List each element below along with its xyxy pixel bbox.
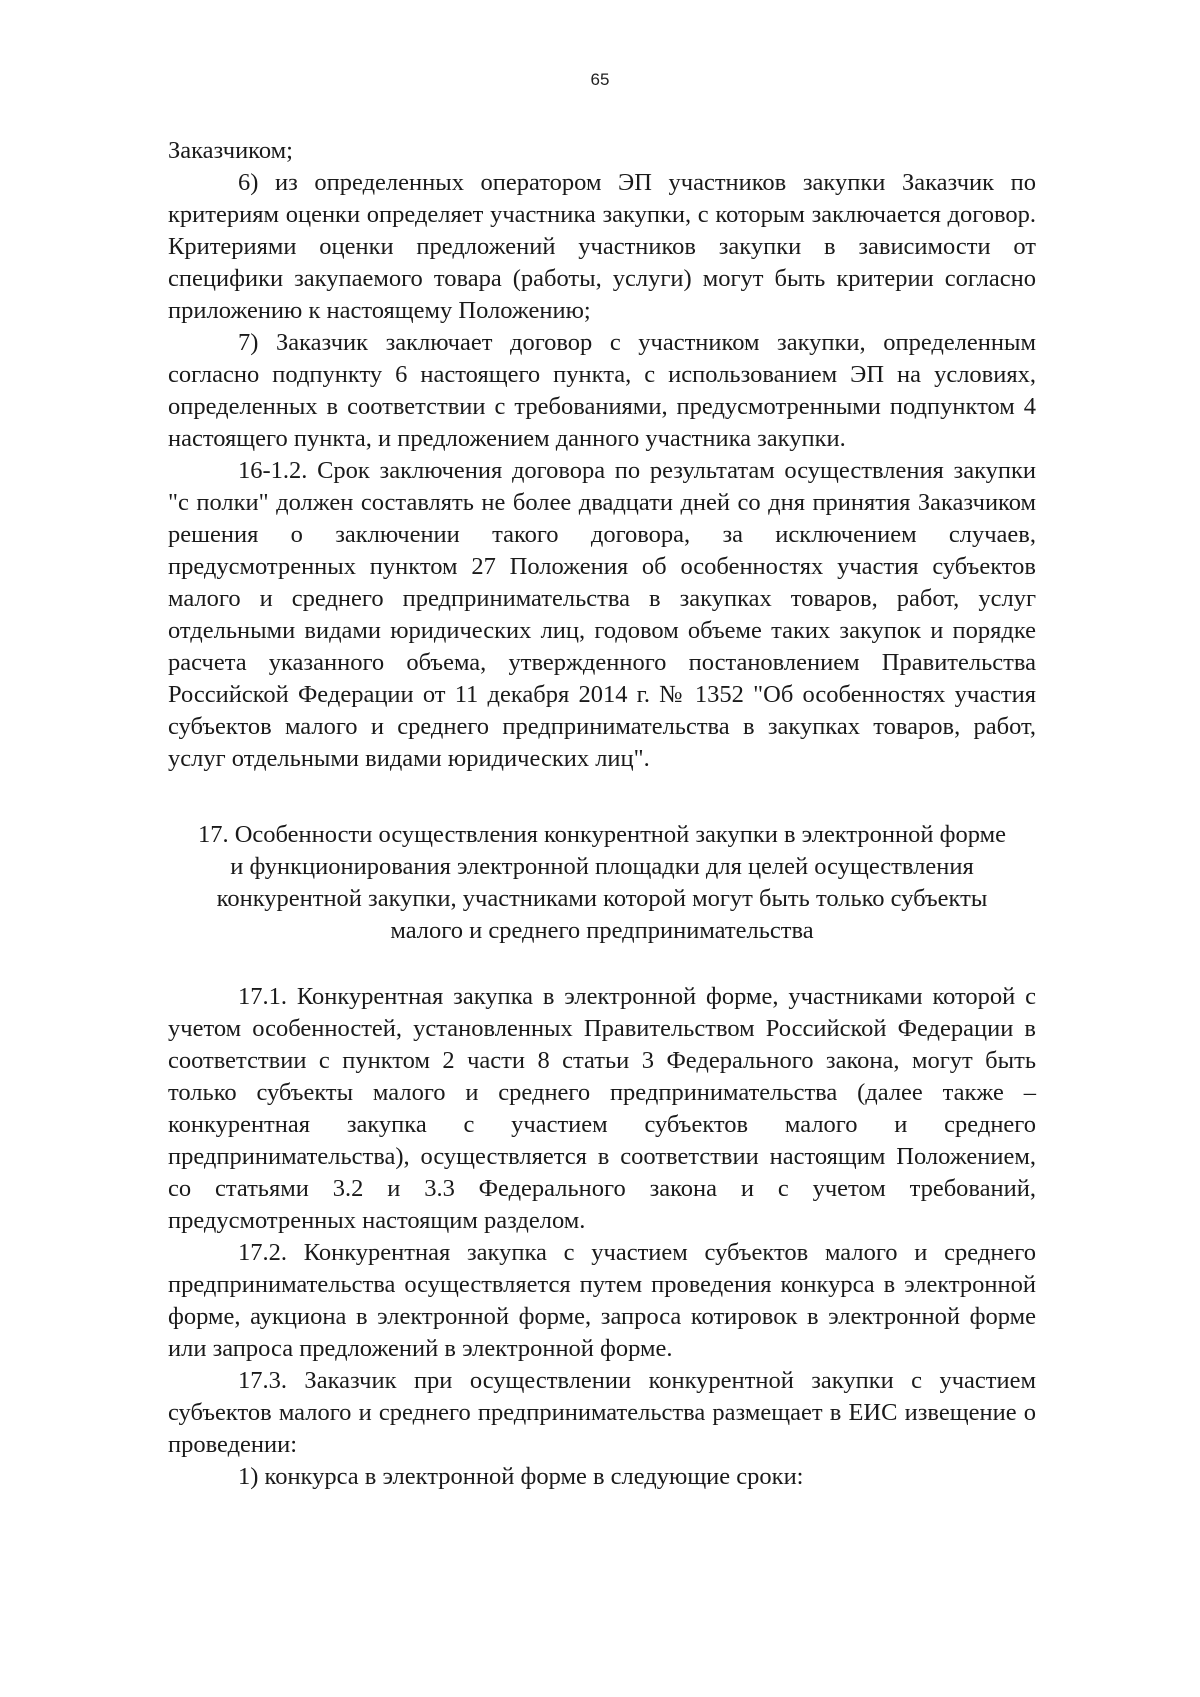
- page-number: 65: [590, 70, 610, 89]
- section-heading-line: малого и среднего предпринимательства: [390, 917, 814, 944]
- section-heading-line: конкурентной закупки, участниками которой могут быть только субъекты: [216, 885, 988, 912]
- section-heading-line: 17. Особенности осуществления конкурентной закупки в электронной форме: [197, 821, 1007, 848]
- section-heading: [168, 819, 1036, 947]
- paragraph: 7) Заказчик заключает договор с участником закупки, определенным согласно подпункту 6 настоящего пункта, с использованием ЭП на условиях, определенных в соответствии с требованиями, предусмотренными подпунктом 4 настоящего пункта, и предложением данного участника закупки.: [168, 329, 1036, 452]
- paragraph: 17.1. Конкурентная закупка в электронной форме, участниками которой с учетом особенностей, установленных Правительством Российской Федерации в соответствии с пунктом 2 части 8 статьи 3 Федерального закона, могут быть только субъекты малого и среднего предпринимательства (далее также – конкурентная закупка с участием субъектов малого и среднего предпринимательства), осуществляется в соответствии настоящим Положением, со статьями 3.2 и 3.3 Федерального закона и с учетом требований, предусмотренных настоящим разделом.: [168, 983, 1036, 1234]
- paragraph: 16-1.2. Срок заключения договора по результатам осуществления закупки "с полки" должен составлять не более двадцати дней со дня принятия Заказчиком решения о заключении такого договора, за исключением случаев, предусмотренных пунктом 27 Положения об особенностях участия субъектов малого и среднего предпринимательства в закупках товаров, работ, услуг отдельными видами юридических лиц, годовом объеме таких закупок и порядке расчета указанного объема, утвержденного постановлением Правительства Российской Федерации от 11 декабря 2014 г. № 1352 "Об особенностях участия субъектов малого и среднего предпринимательства в закупках товаров, работ, услуг отдельными видами юридических лиц".: [168, 457, 1036, 772]
- paragraph: 17.3. Заказчик при осуществлении конкурентной закупки с участием субъектов малого и среднего предпринимательства размещает в ЕИС извещение о проведении:: [168, 1367, 1036, 1458]
- paragraph: 17.2. Конкурентная закупка с участием субъектов малого и среднего предпринимательства осуществляется путем проведения конкурса в электронной форме, аукциона в электронной форме, запроса котировок в электронной форме или запроса предложений в электронной форме.: [168, 1239, 1036, 1362]
- section-heading-line: и функционирования электронной площадки для целей осуществления: [230, 853, 974, 880]
- paragraph: 1) конкурса в электронной форме в следующие сроки:: [238, 1463, 804, 1490]
- paragraph: 6) из определенных оператором ЭП участников закупки Заказчик по критериям оценки определяет участника закупки, с которым заключается договор. Критериями оценки предложений участников закупки в зависимости от специфики закупаемого товара (работы, услуги) могут быть критерии согласно приложению к настоящему Положению;: [168, 169, 1036, 324]
- document-body: [168, 135, 1036, 1493]
- paragraph: Заказчиком;: [168, 137, 293, 164]
